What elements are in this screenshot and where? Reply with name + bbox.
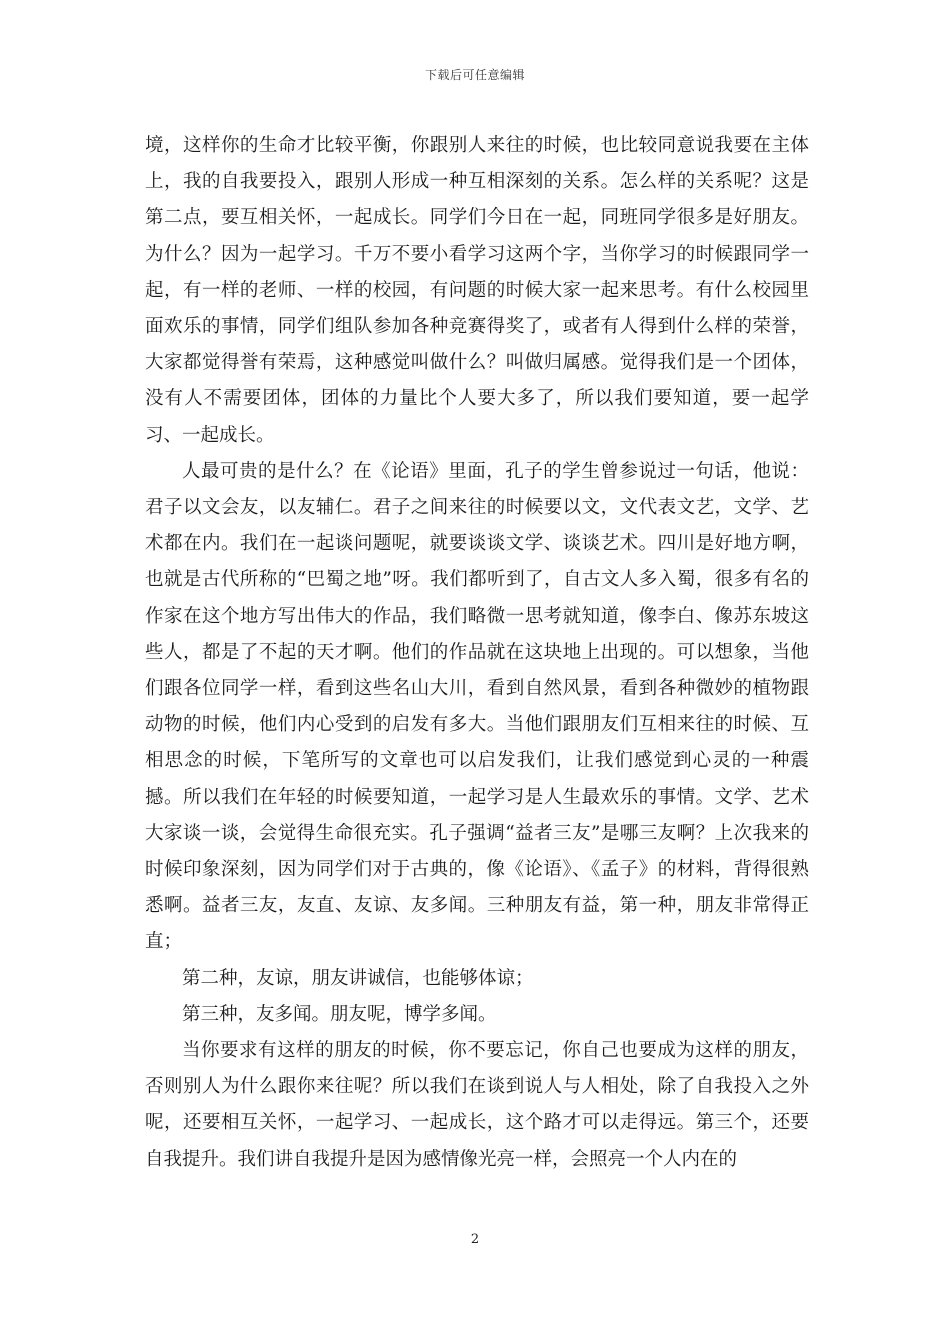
page-header: 下载后可任意编辑 (424, 68, 525, 82)
paragraph-5: 当你要求有这样的朋友的时候，你不要忘记，你自己也要成为这样的朋友，否则别人为什么跟你来往呢？所以我们在谈到说人与人相处，除了自我投入之外呢，还要相互关怀，一起学习、一起成长，这个路才可以走得远。第三个，还要自我提升。我们讲自我提升是因为感情像光亮一样，会照亮一个人内在的 (145, 1040, 809, 1170)
page-number: 2 (470, 1232, 480, 1247)
paragraph-4: 第三种，友多闻。朋友呢，博学多闻。 (182, 1003, 497, 1025)
paragraph-1: 境，这样你的生命才比较平衡，你跟别人来往的时候，也比较同意说我要在主体上，我的自我要投入，跟别人形成一种互相深刻的关系。怎么样的关系呢？这是第二点，要互相关怀，一起成长。同学们今日在一起，同班同学很多是好朋友。为什么？因为一起学习。千万不要小看学习这两个字，当你学习的时候跟同学一起，有一样的老师、一样的校园，有问题的时候大家一起来思考。有什么校园里面欢乐的事情，同学们组队参加各种竞赛得奖了，或者有人得到什么样的荣誉，大家都觉得誉有荣焉，这种感觉叫做什么？叫做归属感。觉得我们是一个团体，没有人不需要团体，团体的力量比个人要大多了，所以我们要知道，要一起学习、一起成长。 (145, 135, 809, 446)
body-text (145, 128, 809, 1178)
paragraph-3: 第二种，友谅，朋友讲诚信，也能够体谅； (182, 967, 534, 989)
paragraph-2: 人最可贵的是什么？在《论语》里面，孔子的学生曾参说过一句话，他说：君子以文会友，以友辅仁。君子之间来往的时候要以文，文代表文艺，文学、艺术都在内。我们在一起谈问题呢，就要谈谈文学、谈谈艺术。四川是好地方啊，也就是古代所称的“巴蜀之地”呀。我们都听到了，自古文人多入蜀，很多有名的作家在这个地方写出伟大的作品，我们略微一思考就知道，像李白、像苏东坡这些人，都是了不起的天才啊。他们的作品就在这块地上出现的。可以想象，当他们跟各位同学一样，看到这些名山大川，看到自然风景，看到各种微妙的植物跟动物的时候，他们内心受到的启发有多大。当他们跟朋友们互相来往的时候、互相思念的时候，下笔所写的文章也可以启发我们，让我们感觉到心灵的一种震撼。所以我们在年轻的时候要知道，一起学习是人生最欢乐的事情。文学、艺术大家谈一谈，会觉得生命很充实。孔子强调“益者三友”是哪三友啊？上次我来的时候印象深刻，因为同学们对于古典的，像《论语》、《孟子》的材料，背得很熟悉啊。益者三友，友直、友谅、友多闻。三种朋友有益，第一种，朋友非常得正直； (145, 460, 809, 953)
